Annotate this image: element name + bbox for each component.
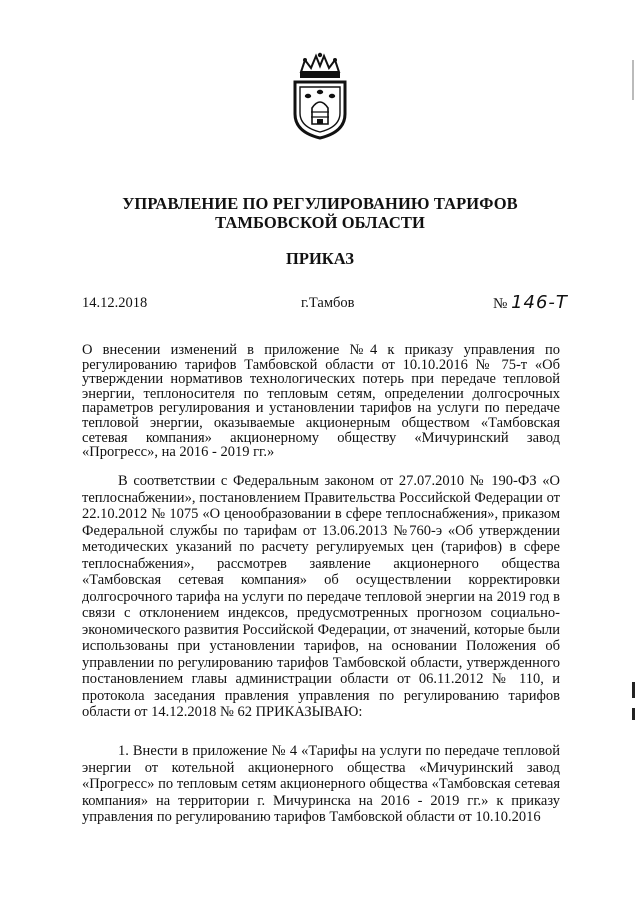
document-date: 14.12.2018 [82, 295, 148, 311]
preamble-paragraph: В соответствии с Федеральным законом от 27.07.2010 № 190-ФЗ «О теплоснабжении», постановлением Правительства Российской Федерации от 22.10.2012 № 1075 «О ценообразовании в сфере теплоснабжения», приказом Федеральной службы по тарифам от 13.06.2013 №760-э «Об утверждении методических указаний по расчету регулируемых цен (тарифов) в сфере теплоснабжения», рассмотрев заявление акционерного общества «Тамбовская сетевая компания» об осуществлении корректировки долгосрочного тарифа на услуги по передаче тепловой энергии на 2019 год в связи с отклонением индексов, предусмотренных прогнозом социально-экономического развития Российской Федерации, от значений, которые были использованы при установлении тарифов, на основании Положения об управлении по регулированию тарифов Тамбовской области, утвержденного постановлением главы администрации области от 06.11.2012 № 110, и протокола заседания правления управления по регулированию тарифов области от 14.12.2018 № 62 ПРИКАЗЫВАЮ: [82, 473, 560, 720]
document-type: ПРИКАЗ [286, 249, 354, 268]
organization-name-line1: УПРАВЛЕНИЕ ПО РЕГУЛИРОВАНИЮ ТАРИФОВ [122, 194, 518, 213]
order-item-1: 1. Внести в приложение № 4 «Тарифы на услуги по передаче тепловой энергии от котельной акционерного общества «Мичуринский завод «Прогресс» по тепловым сетям акционерного общества «Тамбовская сетевая компания» на территории г. Мичуринска на 2016 - 2019 гг.» к приказу управления по регулированию тарифов Тамбовской области от 10.10.2016 [82, 743, 560, 826]
coat-of-arms-icon [287, 52, 353, 140]
document-city: г.Тамбов [301, 295, 355, 311]
scan-edge-mark [632, 708, 635, 720]
number-prefix: № [493, 296, 508, 312]
document-number [493, 292, 568, 313]
scan-edge-mark [632, 682, 635, 698]
organization-name-line2: ТАМБОВСКОЙ ОБЛАСТИ [215, 213, 425, 232]
handwritten-number: 146-Т [511, 292, 568, 313]
order-subject: О внесении изменений в приложение №4 к приказу управления по регулированию тарифов Тамбовской области от 10.10.2016 № 75-т «Об утверждении нормативов технологических потерь при передаче тепловой энергии, теплоносителя по тепловым сетям, определении долгосрочных параметров регулирования и установлении тарифов на услуги по передаче тепловой энергии, оказываемые акционерным обществом «Тамбовская сетевая компания» акционерному обществу «Мичуринский завод «Прогресс», на 2016 - 2019 гг.» [82, 342, 560, 461]
scan-edge-mark [632, 60, 634, 100]
